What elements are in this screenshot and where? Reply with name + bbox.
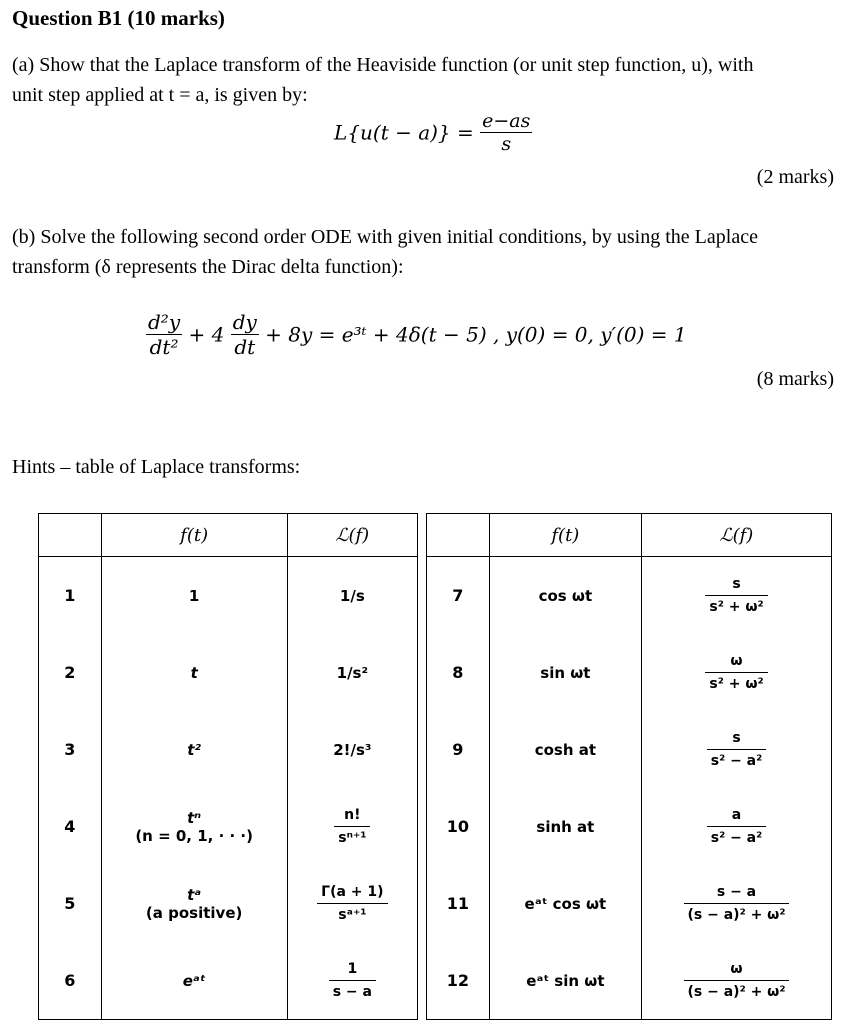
dy-num: dy [232, 310, 257, 334]
table-row [39, 557, 417, 635]
row-L-num: n! [344, 807, 361, 823]
row-f: 1 [101, 557, 287, 635]
table-row [39, 942, 417, 1019]
table-row [427, 557, 831, 635]
row-L [287, 942, 417, 1019]
table-row [427, 942, 831, 1019]
row-L-num: ω [730, 961, 743, 977]
row-number: 10 [427, 788, 489, 865]
table-left-header-f: f(t) [101, 514, 287, 557]
table-row [427, 865, 831, 942]
row-L [642, 634, 832, 711]
row-L-den: s − a [329, 980, 376, 1000]
row-L [642, 711, 832, 788]
row-L: 1/s [339, 586, 365, 605]
d2y-den: dt² [146, 334, 182, 359]
row-L-den: s² + ω² [705, 672, 767, 692]
table-left-header-n [39, 514, 101, 557]
row-L-num: a [731, 807, 742, 823]
row-f: t² [101, 711, 287, 788]
row-f: cos ωt [489, 557, 641, 635]
part-a-eq-num: e−as [482, 110, 531, 132]
laplace-table-right [426, 513, 832, 1020]
row-f [101, 865, 287, 942]
row-L-fraction [334, 807, 370, 846]
table-row [427, 788, 831, 865]
table-row [39, 711, 417, 788]
part-b-equation [146, 310, 687, 359]
row-L-den: (s − a)² + ω² [684, 980, 790, 1000]
part-b-line1: (b) Solve the following second order ODE with given initial conditions, by using the Laplace [12, 226, 758, 248]
part-b-line2: transform (δ represents the Dirac delta function): [12, 256, 404, 278]
row-L-num: s − a [716, 884, 757, 900]
row-L [287, 865, 417, 942]
row-number: 7 [427, 557, 489, 635]
row-L-fraction [684, 884, 790, 923]
part-b-marks: (8 marks) [756, 368, 834, 390]
row-L-fraction [329, 961, 376, 1000]
row-f: sinh at [489, 788, 641, 865]
row-L: 2!/s³ [333, 740, 372, 759]
laplace-table-left [38, 513, 418, 1020]
row-L-num: s [732, 730, 741, 746]
row-L-fraction [705, 576, 767, 615]
row-f: sin ωt [489, 634, 641, 711]
d2y-fraction [146, 310, 182, 359]
table-row [39, 865, 417, 942]
part-a-eq-den: s [480, 132, 532, 155]
table-right-header-L: ℒ(f) [642, 514, 832, 557]
row-L [642, 788, 832, 865]
table-row [39, 788, 417, 865]
row-L-den: sᵃ⁺¹ [317, 903, 387, 923]
row-L-fraction [317, 884, 387, 923]
part-b-text [12, 222, 844, 282]
part-a-marks: (2 marks) [756, 166, 834, 188]
row-L-num: s [732, 576, 741, 592]
row-f: cosh at [489, 711, 641, 788]
row-L [642, 942, 832, 1019]
row-L [287, 788, 417, 865]
table-row [427, 634, 831, 711]
row-number: 11 [427, 865, 489, 942]
row-number: 2 [39, 634, 101, 711]
row-number: 6 [39, 942, 101, 1019]
plus-four: + 4 [188, 322, 225, 347]
row-L-den: (s − a)² + ω² [684, 903, 790, 923]
row-number: 4 [39, 788, 101, 865]
part-a-eq-fraction [480, 110, 532, 155]
row-f-bottom: (a positive) [145, 903, 243, 922]
table-right-header-n [427, 514, 489, 557]
row-number: 8 [427, 634, 489, 711]
row-L-den: s² + ω² [705, 595, 767, 615]
row-f: eᵃᵗ sin ωt [489, 942, 641, 1019]
row-L-fraction [705, 653, 767, 692]
row-f: eᵃᵗ cos ωt [489, 865, 641, 942]
part-a-eq-lhs: L{u(t − a)} = [334, 120, 474, 145]
row-f-top: tᵃ [187, 885, 202, 904]
equation-rest: + 8y = e³ᵗ + 4δ(t − 5) , y(0) = 0, y′(0) = 1 [265, 322, 687, 347]
hints-label: Hints – table of Laplace transforms: [12, 456, 301, 478]
row-L-num: Γ(a + 1) [321, 884, 384, 900]
row-L-num: ω [730, 653, 743, 669]
d2y-num: d²y [148, 310, 181, 334]
row-L: 1/s² [336, 663, 369, 682]
table-left-header-L: ℒ(f) [287, 514, 417, 557]
row-number: 12 [427, 942, 489, 1019]
row-f [101, 788, 287, 865]
row-L-den: s² − a² [707, 749, 767, 769]
part-a-line2: unit step applied at t = a, is given by: [12, 84, 308, 106]
row-L [642, 865, 832, 942]
row-L-fraction [684, 961, 790, 1000]
row-L-num: 1 [347, 961, 358, 977]
row-L [642, 557, 832, 635]
table-right-header-f: f(t) [489, 514, 641, 557]
dy-fraction [231, 310, 259, 359]
row-L-fraction [707, 730, 767, 769]
row-L-den: s² − a² [707, 826, 767, 846]
table-row [427, 711, 831, 788]
dy-den: dt [231, 334, 259, 359]
row-f: eᵃᵗ [101, 942, 287, 1019]
row-f: t [101, 634, 287, 711]
table-row [39, 634, 417, 711]
row-number: 9 [427, 711, 489, 788]
row-number: 1 [39, 557, 101, 635]
part-a-line1: (a) Show that the Laplace transform of the Heaviside function (or unit step function, u), with [12, 54, 754, 76]
row-f-bottom: (n = 0, 1, · · ·) [135, 826, 253, 845]
part-a-equation [334, 110, 532, 155]
part-a-text [12, 50, 844, 110]
row-number: 5 [39, 865, 101, 942]
row-f-top: tⁿ [187, 808, 202, 827]
row-L-fraction [707, 807, 767, 846]
question-title: Question B1 (10 marks) [12, 6, 225, 30]
row-number: 3 [39, 711, 101, 788]
row-L-den: sⁿ⁺¹ [334, 826, 370, 846]
